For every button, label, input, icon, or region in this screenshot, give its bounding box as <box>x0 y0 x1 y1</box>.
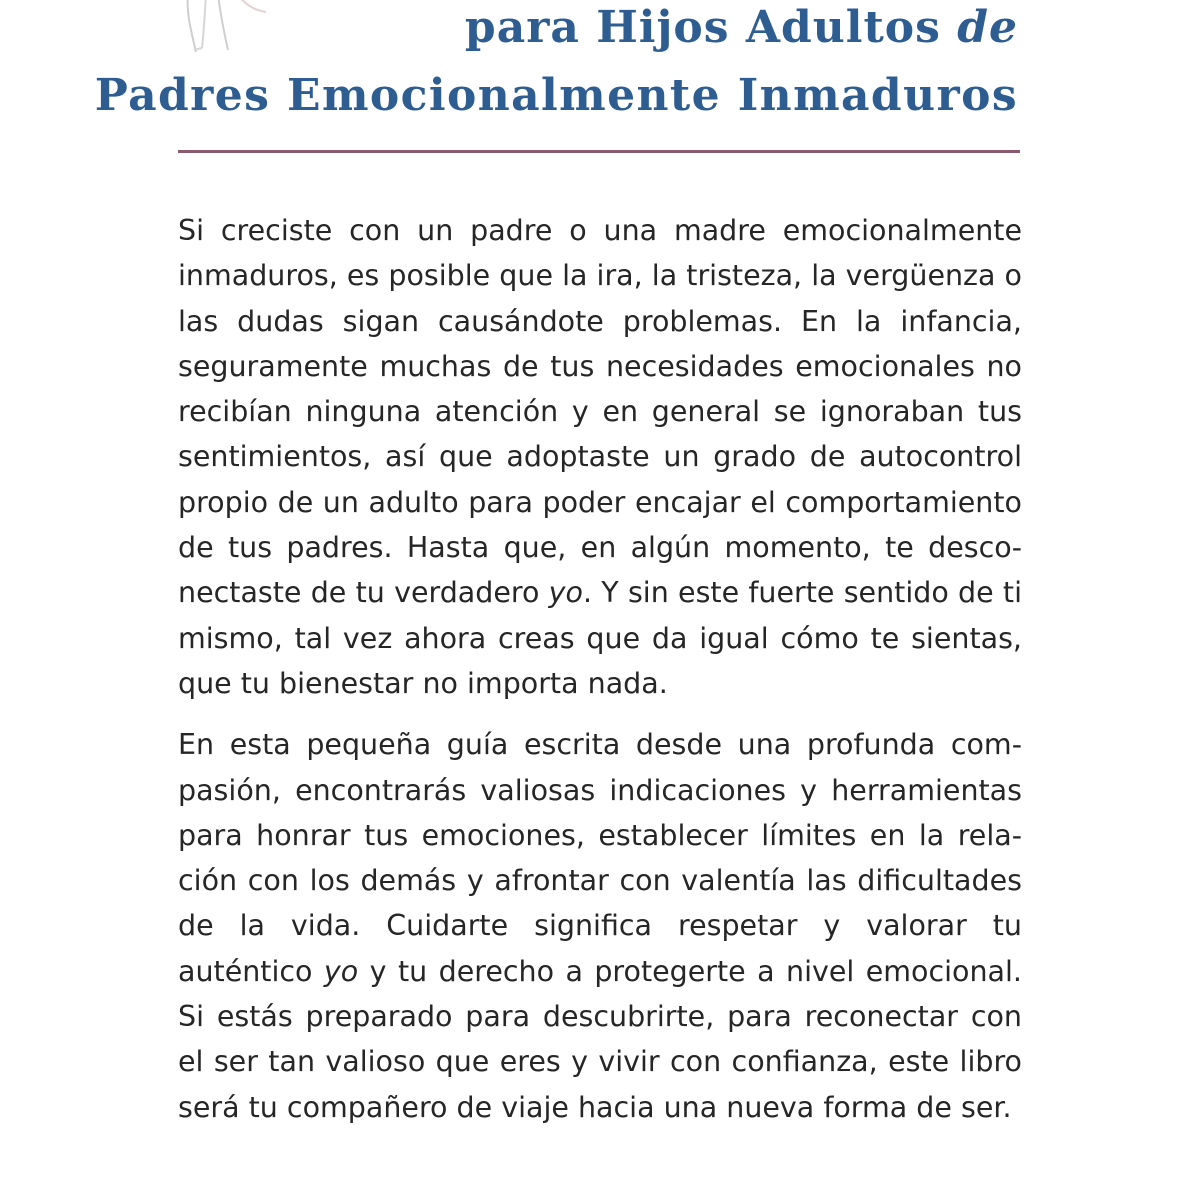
person-figure-illustration <box>178 0 268 54</box>
paragraph-2-italic-yo: yo <box>323 954 359 988</box>
paragraph-2-text-a: En esta pequeña guía escrita desde una profunda compasión, encontrarás valiosas indicaciones y herramientas para honrar tus emociones, establecer límites en la relación con los demás y afrontar con valentía las dificultades de la vida. Cuidarte significa respetar y valorar tu auténtico <box>178 728 1022 988</box>
title-line-1 <box>465 2 1018 53</box>
paragraph-1-italic-yo: yo <box>548 576 583 610</box>
title-line-2: Padres Emocionalmente Inmaduros <box>94 70 1018 121</box>
paragraph-1-text-a: Si creciste con un padre o una madre emocionalmente inmaduros, es posible que la ira, la tristeza, la vergüenza o las dudas sigan causándote problemas. En la infancia, seguramente muchas de tus necesidades emocionales no recibían ninguna atención y en general se ignoraban tus sentimientos, así que adoptaste un grado de autocontrol propio de un adulto para poder encajar el comportamiento de tus padres. Hasta que, en algún momento, te desconectaste de tu verdadero <box>178 214 1022 610</box>
paragraph-1-text-b: . Y sin este fuerte sentido de ti mismo, tal vez ahora creas que da igual cómo te sientas, que tu bienestar no importa nada. <box>178 576 1022 700</box>
synopsis-paragraph-2 <box>178 722 1022 1130</box>
title-divider <box>178 150 1020 153</box>
title-line-1-main: para Hijos Adultos <box>464 2 958 53</box>
synopsis-text <box>178 208 1022 1130</box>
paragraph-2-text-b: y tu derecho a protegerte a nivel emocional. Si estás preparado para descubrirte, para reconectar con el ser tan valioso que eres y vivir con confianza, este libro será tu compañero de viaje hacia una nueva forma de ser. <box>178 954 1022 1124</box>
title-line-1-italic: de <box>957 2 1018 53</box>
synopsis-paragraph-1 <box>178 208 1022 706</box>
